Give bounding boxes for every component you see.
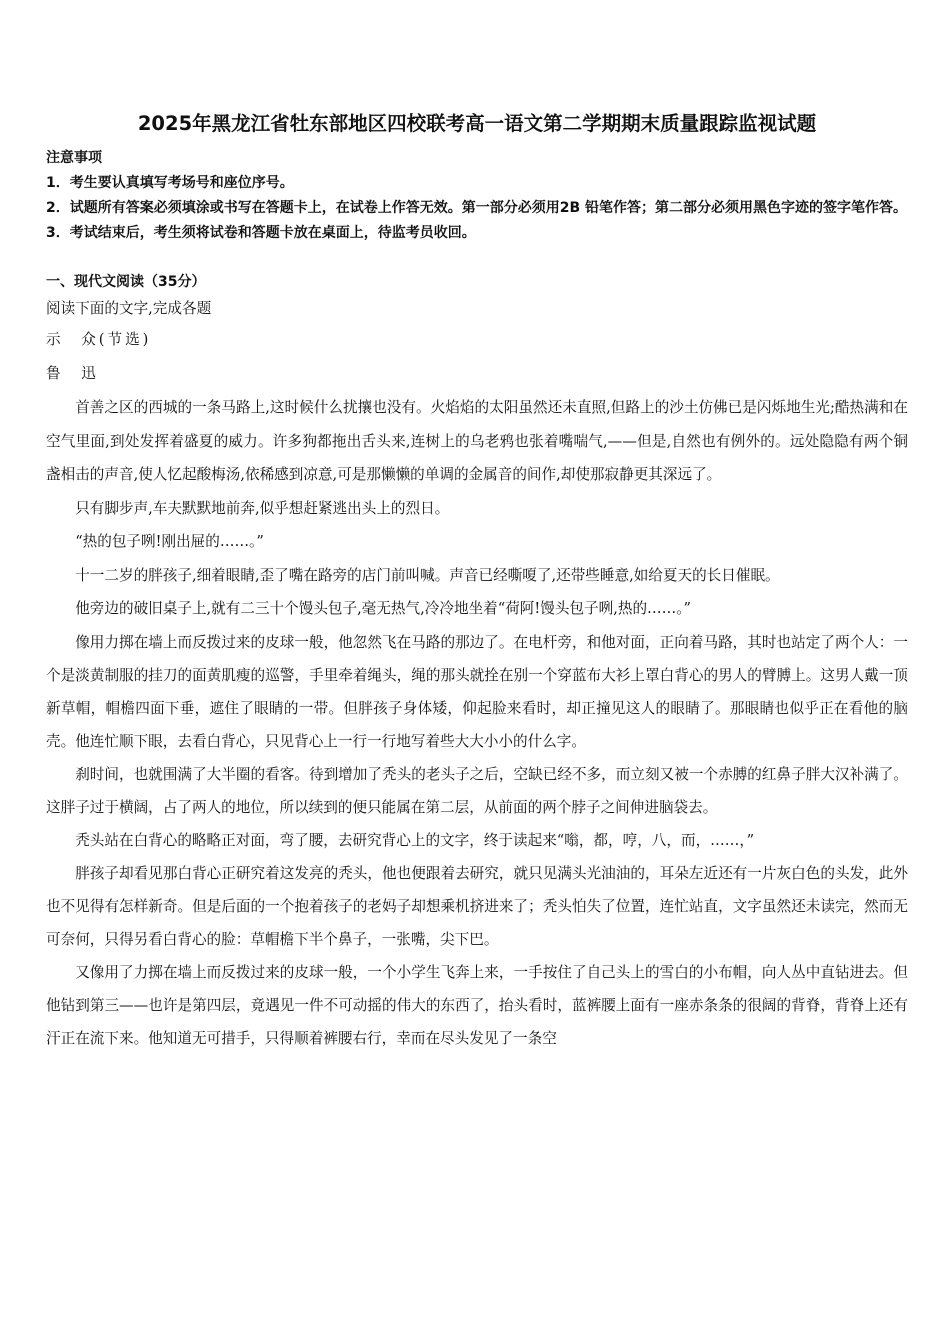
passage-body [46,391,908,1055]
notice-item: 2．试题所有答案必须填涂或书写在答题卡上，在试卷上作答无效。第一部分必须用2B 铅笔作答；第二部分必须用黑色字迹的签字笔作答。 [46,200,908,216]
passage-paragraph: 十一二岁的胖孩子,细着眼睛,歪了嘴在路旁的店门前叫喊。声音已经嘶嗄了,还带些睡意,如给夏天的长日催眠。 [75,566,780,584]
notice-item: 1．考生要认真填写考场号和座位序号。 [46,175,294,191]
passage-paragraph: 胖孩子却看见那白背心正研究着这发亮的秃头，他也便跟着去研究，就只见满头光油油的，耳朵左近还有一片灰白色的头发，此外也不见得有怎样新奇。但是后面的一个抱着孩子的老妈子却想乘机挤进来了；秃头怕失了位置，连忙站直，文字虽然还未读完，然而无可奈何，只得另看白背心的脸：草帽檐下半个鼻子，一张嘴，尖下巴。 [46,864,908,948]
passage-paragraph: 刹时间，也就围满了大半圈的看客。待到增加了秃头的老头子之后，空缺已经不多，而立刻又被一个赤膊的红鼻子胖大汉补满了。这胖子过于横阔，占了两人的地位，所以续到的便只能属在第二层，从前面的两个脖子之间伸进脑袋去。 [46,765,908,816]
passage-paragraph: 他旁边的破旧桌子上,就有二三十个馒头包子,毫无热气,冷冷地坐着“荷阿!馒头包子咧,热的……。” [75,600,691,617]
document-title: 2025年黑龙江省牡东部地区四校联考高一语文第二学期期末质量跟踪监视试题 [137,112,817,135]
section-heading: 一、现代文阅读（35分） [46,274,206,290]
section-instruction: 阅读下面的文字,完成各题 [46,300,212,317]
passage-title: 示 众(节选) [46,331,152,348]
notice-heading: 注意事项 [46,150,102,166]
passage-paragraph: “热的包子咧!刚出屉的……。” [75,533,264,550]
notice-item: 3．考试结束后，考生须将试卷和答题卡放在桌面上，待监考员收回。 [46,225,476,241]
passage-paragraph: 首善之区的西城的一条马路上,这时候什么扰攘也没有。火焰焰的太阳虽然还未直照,但路上的沙土仿佛已是闪烁地生光;酷热满和在空气里面,到处发挥着盛夏的威力。许多狗都拖出舌头来,连树上的乌老鸦也张着嘴喘气,——但是,自然也有例外的。远处隐隐有两个铜盏相击的声音,使人忆起酸梅汤,依稀感到凉意,可是那懒懒的单调的金属音的间作,却使那寂静更其深远了。 [46,399,908,483]
document-page [46,108,908,1055]
passage-paragraph: 像用力掷在墙上而反拨过来的皮球一般，他忽然飞在马路的那边了。在电杆旁，和他对面，正向着马路，其时也站定了两个人：一个是淡黄制服的挂刀的面黄肌瘦的巡警，手里牵着绳头，绳的那头就拴在别一个穿蓝布大衫上罩白背心的男人的臂膊上。这男人戴一顶新草帽，帽檐四面下垂，遮住了眼睛的一带。但胖孩子身体矮，仰起脸来看时，却正撞见这人的眼睛了。那眼睛也似乎正在看他的脑壳。他连忙顺下眼，去看白背心，只见背心上一行一行地写着些大大小小的什么字。 [46,633,908,750]
passage-author: 鲁 迅 [46,365,99,382]
passage-paragraph: 又像用了力掷在墙上而反拨过来的皮球一般，一个小学生飞奔上来，一手按住了自己头上的雪白的小布帽，向人丛中直钻进去。但他钻到第三——也许是第四层，竟遇见一件不可动摇的伟大的东西了，抬头看时，蓝裤腰上面有一座赤条条的很阔的背脊，背脊上还有汗正在流下来。他知道无可措手，只得顺着裤腰右行，幸而在尽头发见了一条空 [46,963,908,1047]
passage-paragraph: 秃头站在白背心的略略正对面，弯了腰，去研究背心上的文字，终于读起来“嗡，都，哼，八，而，……，” [75,831,755,849]
passage-paragraph: 只有脚步声,车夫默默地前奔,似乎想赶紧逃出头上的烈日。 [75,499,450,517]
